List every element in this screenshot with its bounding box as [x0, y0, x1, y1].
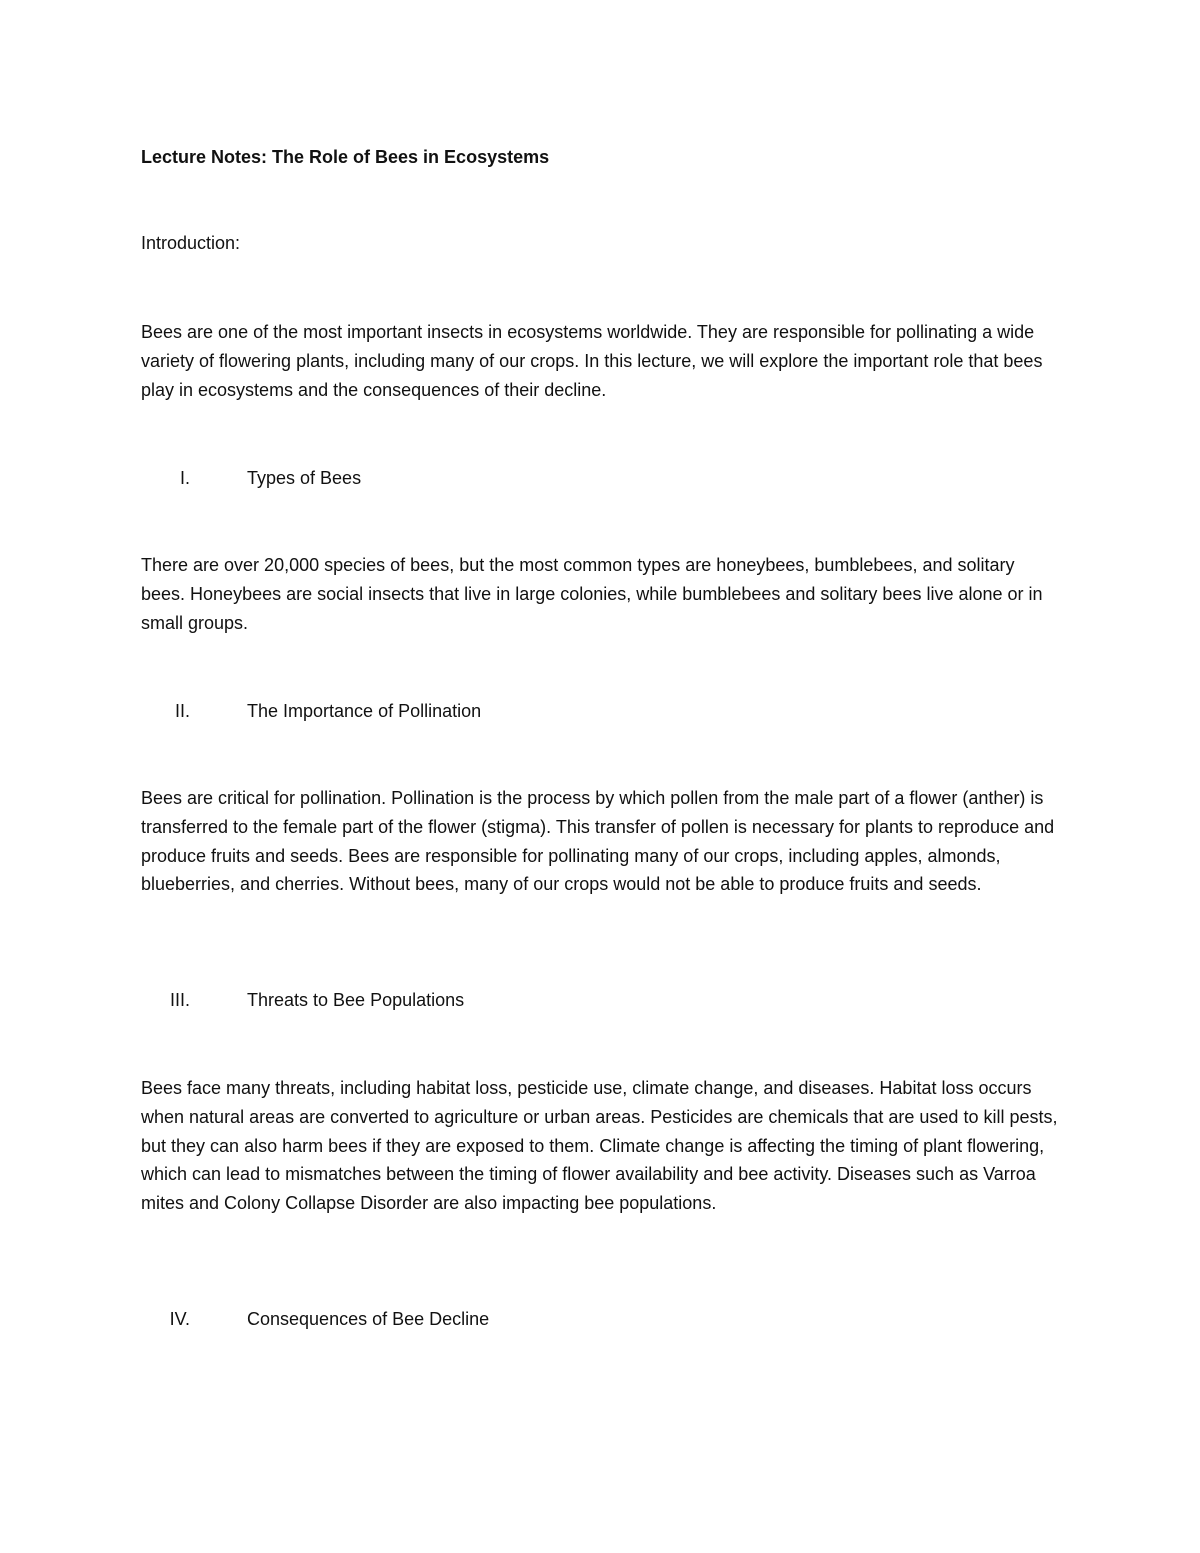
section-heading-2	[0, 697, 1200, 725]
section-title: Threats to Bee Populations	[247, 990, 465, 1010]
document-title: Lecture Notes: The Role of Bees in Ecosystems	[141, 147, 550, 167]
section-number: I.	[179, 468, 190, 488]
section-heading-1	[0, 464, 1200, 492]
section-heading-3	[0, 986, 1200, 1014]
section-number: II.	[174, 701, 190, 721]
section-number: IV.	[169, 1309, 190, 1329]
section-title: The Importance of Pollination	[247, 701, 482, 721]
intro-label: Introduction:	[141, 233, 241, 253]
section-number: III.	[169, 990, 190, 1010]
section-paragraph-1: There are over 20,000 species of bees, but the most common types are honeybees, bumblebees, and solitary bees. Honeybees are social insects that live in large colonies, while bumblebees and solitary bees live alone or in small groups.	[141, 555, 1043, 633]
section-title: Types of Bees	[247, 468, 362, 488]
section-paragraph-2: Bees are critical for pollination. Pollination is the process by which pollen from the male part of a flower (anther) is transferred to the female part of the flower (stigma). This transfer of pollen is necessary for plants to reproduce and produce fruits and seeds. Bees are responsible for pollinating many of our crops, including apples, almonds, blueberries, and cherries. Without bees, many of our crops would not be able to produce fruits and seeds.	[141, 788, 1055, 895]
section-paragraph-3: Bees face many threats, including habitat loss, pesticide use, climate change, and diseases. Habitat loss occurs when natural areas are converted to agriculture or urban areas. Pesticides are chemicals that are used to kill pests, but they can also harm bees if they are exposed to them. Climate change is affecting the timing of plant flowering, which can lead to mismatches between the timing of flower availability and bee activity. Diseases such as Varroa mites and Colony Collapse Disorder are also impacting bee populations.	[141, 1078, 1058, 1214]
intro-paragraph: Bees are one of the most important insects in ecosystems worldwide. They are responsible for pollinating a wide variety of flowering plants, including many of our crops. In this lecture, we will explore the important role that bees play in ecosystems and the consequences of their decline.	[141, 322, 1043, 400]
section-heading-4	[0, 1305, 1200, 1333]
section-title: Consequences of Bee Decline	[247, 1309, 490, 1329]
